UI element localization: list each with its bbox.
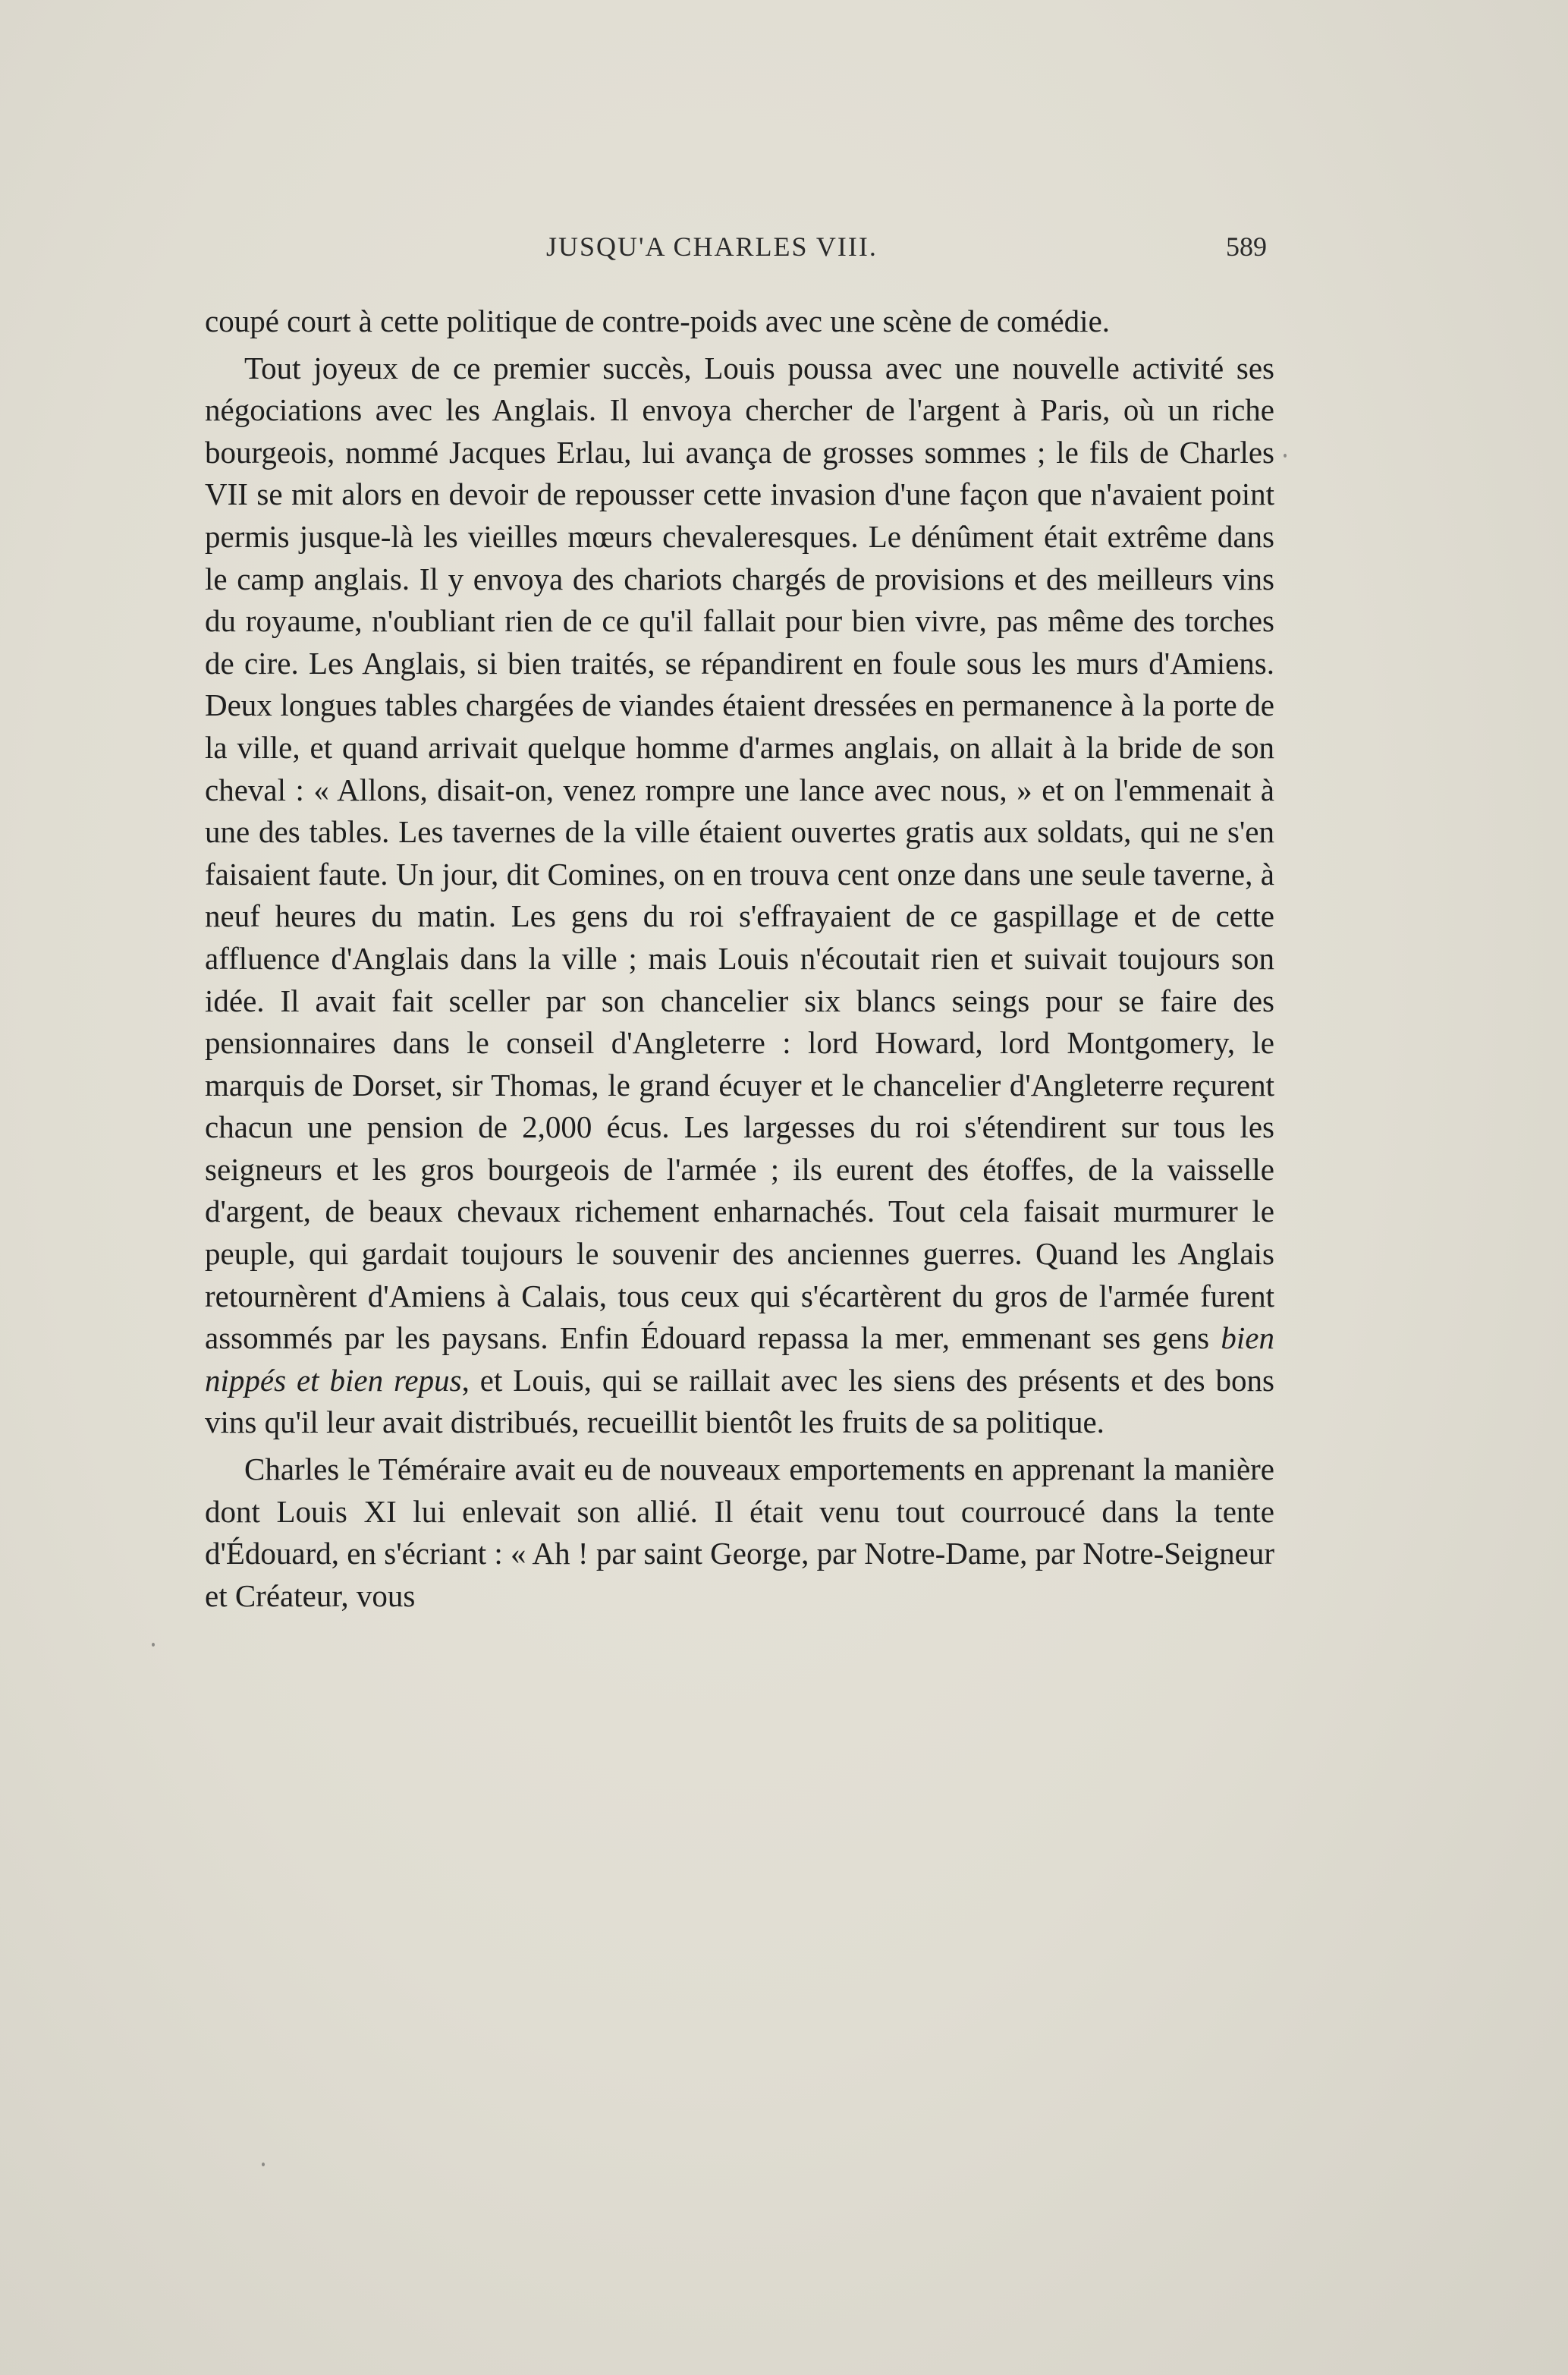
running-title: JUSQU'A CHARLES VIII. <box>546 231 878 262</box>
body-text <box>205 300 1274 1622</box>
paper-speck <box>152 1643 155 1647</box>
paragraph-1-text: coupé court à cette politique de contre-poids avec une scène de comédie. <box>205 304 1111 338</box>
paper-speck <box>262 2163 265 2166</box>
paragraph-1 <box>205 300 1274 343</box>
paragraph-2-italic: bien nippés et bien repus <box>205 1320 1274 1398</box>
paper-speck <box>1284 454 1287 458</box>
paragraph-2-text: Tout joyeux de ce premier succès, Louis poussa avec une nouvelle activité ses négociations avec les Anglais. Il envoya chercher de l'argent à Paris, où un riche bourgeois, nommé Jacques Erlau, lui avança de grosses sommes ; le fils de Charles VII se mit alors en devoir de repousser cette invasion d'une façon que n'avaient point permis jusque-là les vieilles mœurs chevaleresques. Le dénûment était extrême dans le camp anglais. Il y envoya des chariots chargés de provisions et des meilleurs vins du royaume, n'oubliant rien de ce qu'il fallait pour bien vivre, pas même des torches de cire. Les Anglais, si bien traités, se répandirent en foule sous les murs d'Amiens. Deux longues tables chargées de viandes étaient dressées en permanence à la porte de la ville, et quand arrivait quelque homme d'armes anglais, on allait à la bride de son cheval : « Allons, disait-on, venez rompre une lance avec nous, » et on l'emmenait à une des tables. Les tavernes de la ville étaient ouvertes gratis aux soldats, qui ne s'en faisaient faute. Un jour, dit Comines, on en trouva cent onze dans une seule taverne, à neuf heures du matin. Les gens du roi s'effrayaient de ce gaspillage et de cette affluence d'Anglais dans la ville ; mais Louis n'écoutait rien et suivait toujours son idée. Il avait fait sceller par son chancelier six blancs seings pour se faire des pensionnaires dans le conseil d'Angleterre : lord Howard, lord Montgomery, le marquis de Dorset, sir Thomas, le grand écuyer et le chancelier d'Angleterre reçurent chacun une pension de 2,000 écus. Les largesses du roi s'étendirent sur tous les seigneurs et les gros bourgeois de l'armée ; ils eurent des étoffes, de la vaisselle d'argent, de beaux chevaux richement enharnachés. Tout cela faisait murmurer le peuple, qui gardait toujours le souvenir des anciennes guerres. Quand les Anglais retournèrent d'Amiens à Calais, tous ceux qui s'écartèrent du gros de l'armée furent assommés par les paysans. Enfin Édouard repassa la mer, emmenant ses gens <box>205 350 1274 1356</box>
paragraph-3 <box>205 1449 1274 1617</box>
page-number: 589 <box>1226 231 1267 262</box>
paragraph-2-after: , et Louis, qui se raillait avec les siens des présents et des bons vins qu'il leur avait distribués, recueillit bientôt les fruits de sa politique. <box>205 1362 1274 1440</box>
paragraph-3-text: Charles le Téméraire avait eu de nouveaux emportements en apprenant la manière dont Louis XI lui enlevait son allié. Il était venu tout courroucé dans la tente d'Édouard, en s'écriant : « Ah ! par saint George, par Notre-Dame, par Notre-Seigneur et Créateur, vous <box>205 1452 1274 1613</box>
paragraph-2 <box>205 348 1274 1444</box>
page-header <box>205 231 1267 276</box>
